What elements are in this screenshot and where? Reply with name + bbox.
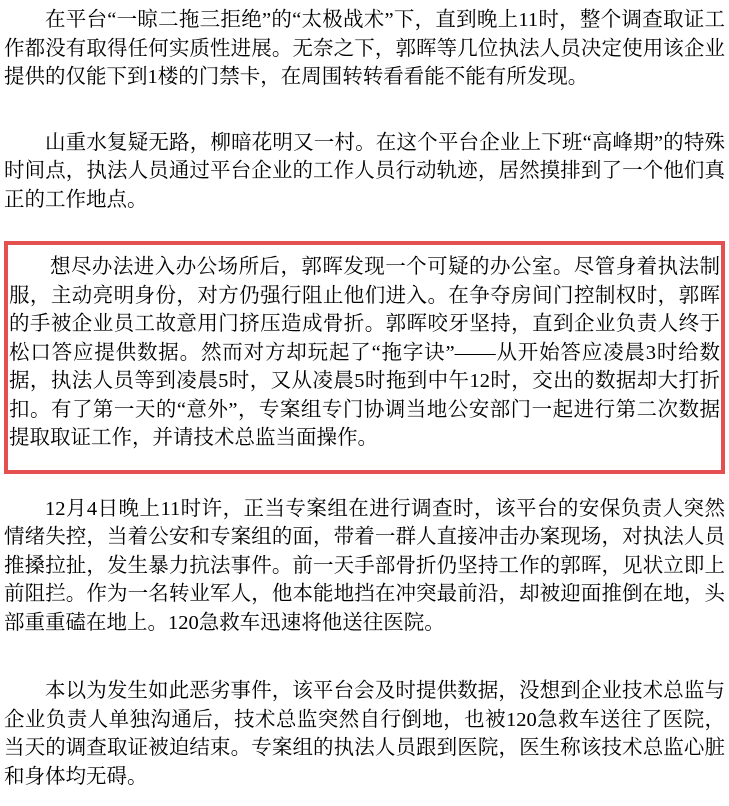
paragraph-2: 山重水复疑无路，柳暗花明又一村。在这个平台企业上下班“高峰期”的特殊时间点，执法人员通过平台企业的工作人员行动轨迹，居然摸排到了一个他们真正的工作地点。 (4, 131, 725, 211)
paragraph-1: 在平台“一晾二拖三拒绝”的“太极战术”下，直到晚上11时，整个调查取证工作都没有取得任何实质性进展。无奈之下，郭晖等几位执法人员决定使用该企业提供的仅能下到1楼的门禁卡，在周围转转看看能不能有所发现。 (4, 9, 725, 88)
paragraph-4: 12月4日晚上11时许，正当专案组在进行调查时，该平台的安保负责人突然情绪失控，当着公安和专案组的面，带着一群人直接冲击办案现场，对执法人员推搡拉扯，发生暴力抗法事件。前一天手部骨折仍坚持工作的郭晖，见状立即上前阻拦。作为一名转业军人，他本能地挡在冲突最前沿，却被迎面推倒在地，头部重重磕在地上。120急救车迅速将他送往医院。 (4, 497, 725, 634)
red-highlight-box (4, 241, 725, 474)
paragraph-3-highlighted: 想尽办法进入办公场所后，郭晖发现一个可疑的办公室。尽管身着执法制服，主动亮明身份，对方仍强行阻止他们进入。在争夺房间门控制权时，郭晖的手被企业员工故意用门挤压造成骨折。郭晖咬牙坚持，直到企业负责人终于松口答应提供数据。然而对方却玩起了“拖字诀”——从开始答应凌晨3时给数据，执法人员等到凌晨5时，又从凌晨5时拖到中午12时，交出的数据却大打折扣。有了第一天的“意外”，专案组专门协调当地公安部门一起进行第二次数据提取取证工作，并请技术总监当面操作。 (9, 256, 720, 449)
paragraph-5: 本以为发生如此恶劣事件，该平台会及时提供数据，没想到企业技术总监与企业负责人单独沟通后，技术总监突然自行倒地，也被120急救车送往了医院，当天的调查取证被迫结束。专案组的执法人员跟到医院，医生称该技术总监心脏和身体均无碍。 (4, 680, 725, 788)
document-page (0, 6, 729, 806)
